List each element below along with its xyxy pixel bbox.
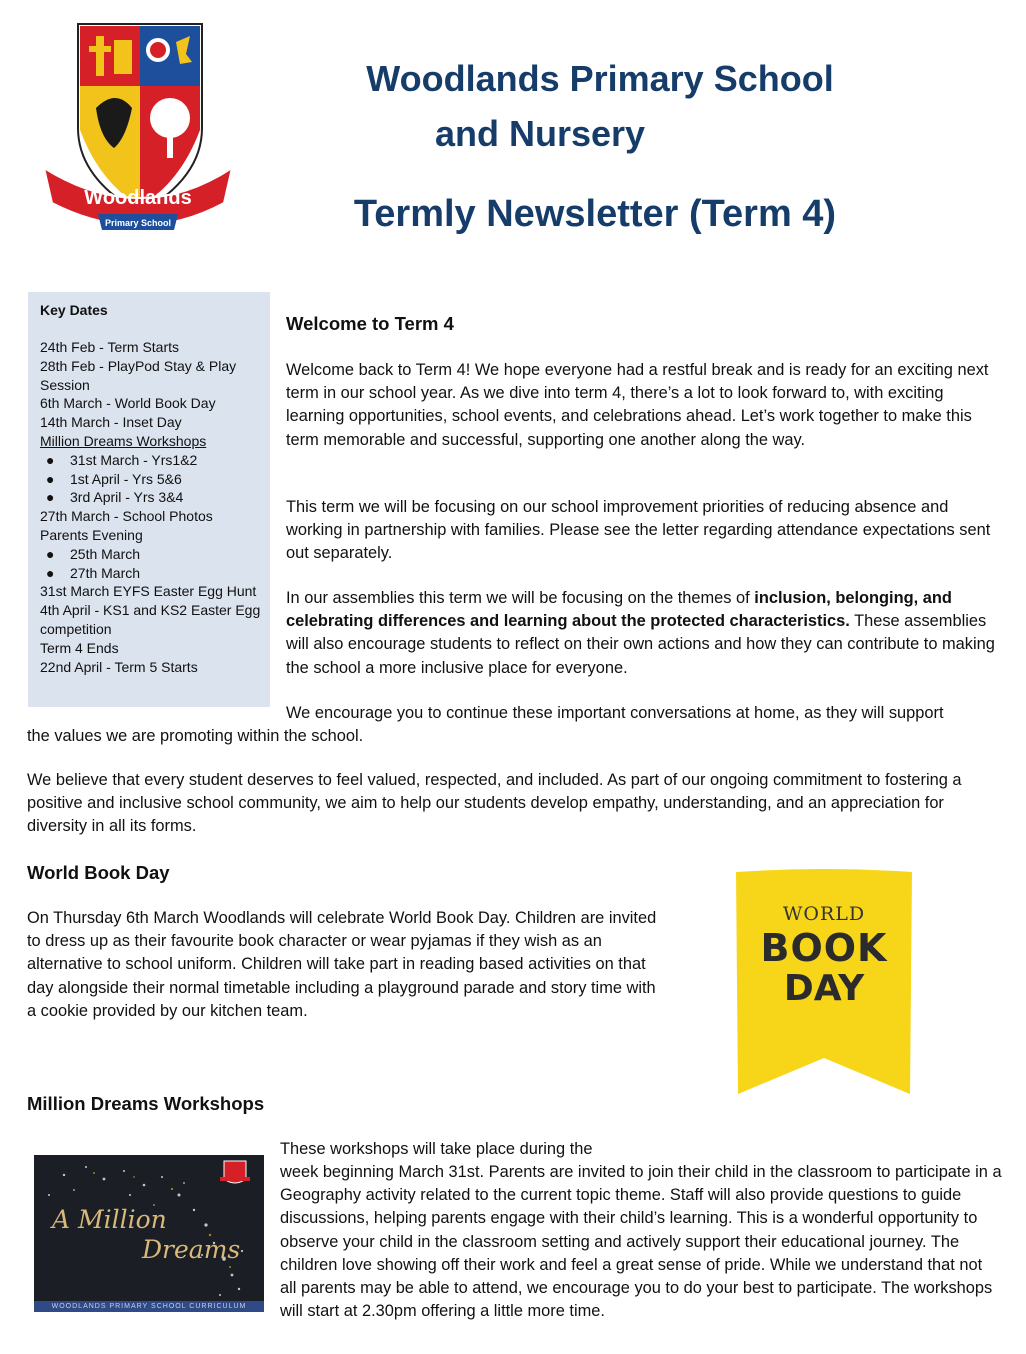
school-crest-logo [40,18,236,243]
million-dreams-image-text-1: A Million [52,1205,167,1234]
key-date-item: 6th March - World Book Day [40,395,216,412]
welcome-paragraph-3 [286,587,1002,680]
welcome-paragraph-5: We believe that every student deserves to feel valued, respected, and included. As part of our ongoing commitment to fostering a positive and inclusive school community, we aim to help our students develop empathy, understanding, and an appreciation for diversity in all its forms. [27,771,962,836]
crest-subtitle-text: Primary School [104,218,172,228]
key-date-item: 31st March - Yrs1&2 [70,451,198,468]
million-dreams-image-text-2: Dreams [142,1235,241,1264]
key-date-item: 31st March EYFS Easter Egg Hunt [40,583,257,600]
welcome-paragraph-1: Welcome back to Term 4! We hope everyone had a restful break and is ready for an exciting next term in our school year. As we dive into term 4, there’s a lot to look forward to, with exciting learning opportunities, school events, and celebrations ahead. Let’s work together to make this term memorable and successful, supporting one another along the way. [286,361,989,449]
school-name-title: Woodlands Primary School [366,58,834,99]
key-dates-panel [28,292,270,707]
key-date-link-million-dreams[interactable]: Million Dreams Workshops [40,432,207,449]
million-dreams-heading: Million Dreams Workshops [27,1093,265,1114]
key-date-item: 24th Feb - Term Starts [40,339,180,355]
key-date-item: 28th Feb - PlayPod Stay & Play Session [40,357,237,393]
key-date-item: Parents Evening [40,526,143,543]
bullet-icon: ● [46,545,55,562]
p3-text: In our assemblies this term we will be focusing on the themes of [286,589,755,607]
bullet-icon: ● [46,489,55,506]
key-date-item: 22nd April - Term 5 Starts [40,658,198,675]
key-date-item: 14th March - Inset Day [40,414,182,431]
wbd-logo-world: WORLD [782,903,866,925]
world-book-day-logo [734,868,914,1098]
key-date-item: 25th March [70,545,141,562]
key-date-item: 27th March - School Photos [40,508,213,525]
bullet-icon: ● [46,564,55,581]
bullet-icon: ● [46,451,55,468]
bullet-icon: ● [46,470,55,487]
welcome-paragraph-4-line1: We encourage you to continue these important conversations at home, as they will support [286,704,944,722]
p3-text-end: These assemblies will also encourage students to reflect on their own actions and how they can contribute to making the school a more inclusive place for everyone. [286,612,995,677]
key-dates-title: Key Dates [40,302,108,318]
key-date-item: 4th April - KS1 and KS2 Easter Egg competition [40,602,261,637]
world-book-day-paragraph: On Thursday 6th March Woodlands will celebrate World Book Day. Children are invited to dress up as their favourite book character or wear pyjamas if they wish as an alternative to school uniform. Children will take part in reading based activities on that day alongside their normal timetable including a playground parade and story time with a cookie provided by our kitchen team. [27,909,657,1020]
key-date-item: 27th March [70,564,141,581]
key-date-item: Term 4 Ends [40,639,119,656]
p3-bold-text: inclusion, belonging, and celebrating differences and learning about the protected characteristics. [286,589,952,631]
million-dreams-paragraph: week beginning March 31st. Parents are invited to join their child in the classroom to participate in a Geography activity related to the current topic theme. Staff will also provide questions to guide discussions, helping parents engage with their child’s learning. This is a wonderful opportunity to observe your child in the classroom setting and actively support their educational journey. The children love showing off their work and feel a great sense of pride. While we understand that not all parents may be able to attend, we encourage you to do your best to participate. The workshops will start at 2.30pm offering a little more time. [280,1163,1002,1321]
school-name-title-line2: and Nursery [434,113,646,154]
million-dreams-paragraph-line1: These workshops will take place during the [280,1140,593,1158]
world-book-day-heading: World Book Day [27,862,170,883]
crest-banner-text: Woodlands [84,187,192,209]
welcome-heading: Welcome to Term 4 [286,313,454,334]
newsletter-title: Termly Newsletter (Term 4) [353,193,837,235]
key-dates-list [40,338,272,676]
wbd-logo-book: BOOK [760,926,888,970]
million-dreams-image-footer: WOODLANDS PRIMARY SCHOOL CURRICULUM [34,1301,264,1312]
welcome-paragraph-2: This term we will be focusing on our school improvement priorities of reducing absence and working in partnership with families. Please see the letter regarding attendance expectations sent out separately. [286,498,991,563]
wbd-logo-day: DAY [783,968,865,1009]
welcome-paragraph-4-line2: the values we are promoting within the school. [27,727,364,745]
key-date-item: 1st April - Yrs 5&6 [70,470,182,487]
million-dreams-image [34,1155,264,1312]
key-date-item: 3rd April - Yrs 3&4 [70,489,184,506]
